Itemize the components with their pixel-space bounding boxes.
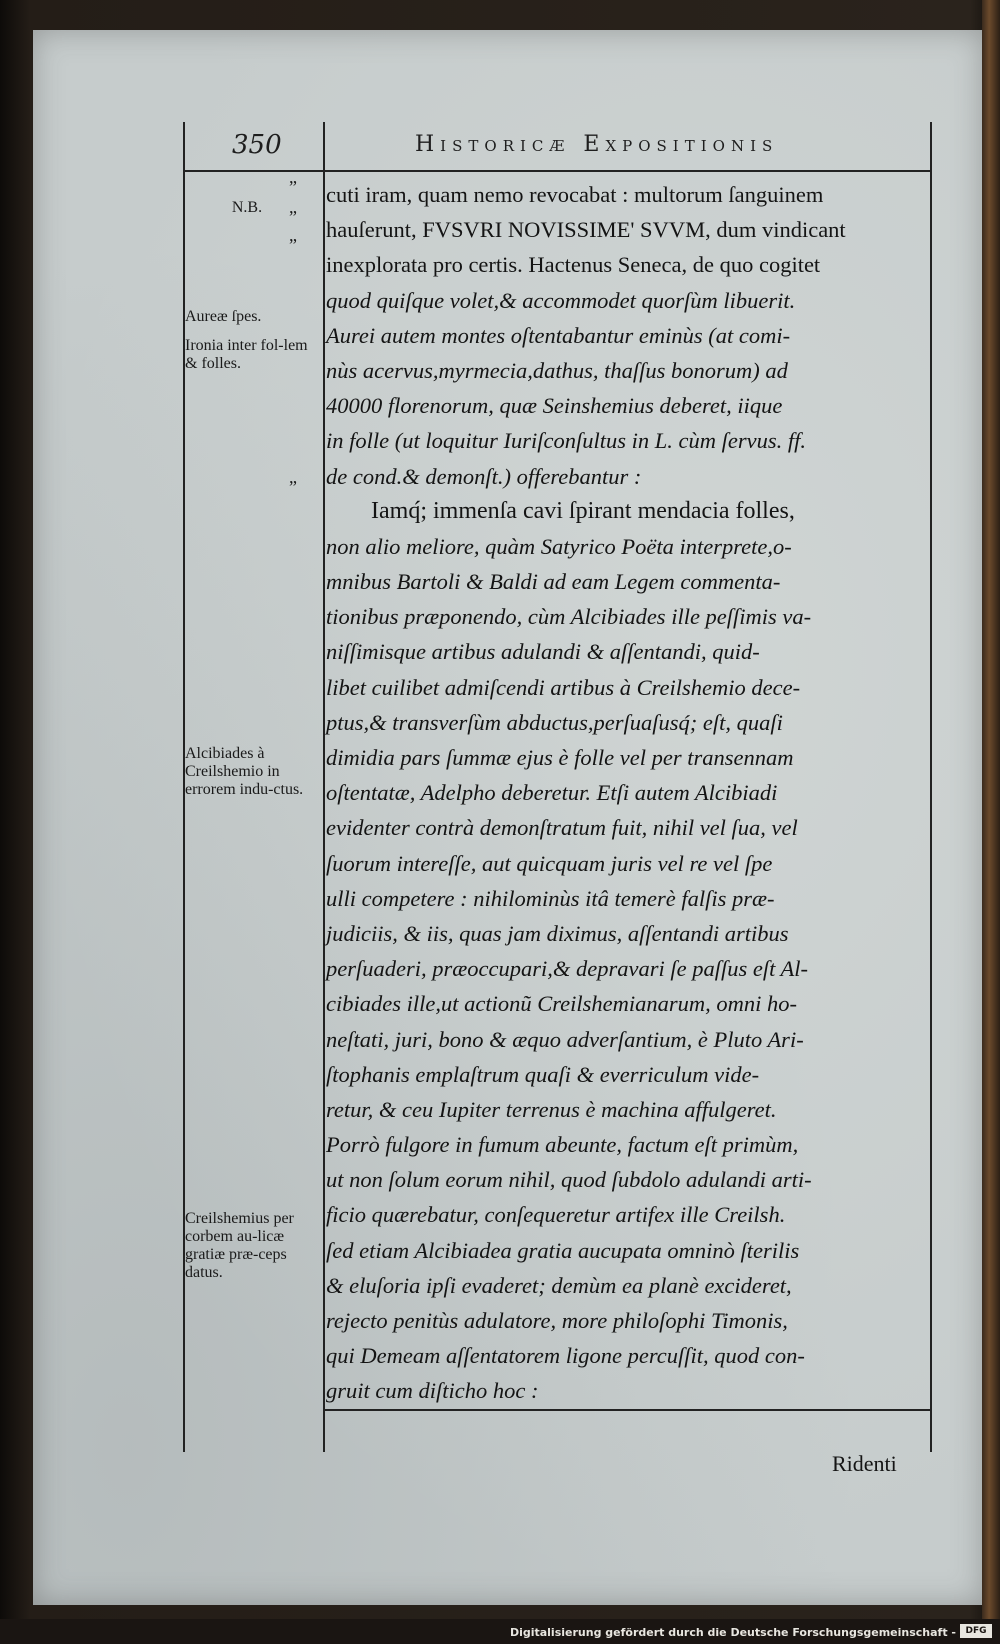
text-line: cuti iram, quam nemo revocabat : multorum ſanguinem: [326, 182, 824, 207]
text-line: Aurei autem montes oſtentabantur eminùs (at comi-: [326, 322, 791, 348]
frame-column-rule: [323, 122, 325, 1452]
catchword: Ridenti: [832, 1451, 897, 1476]
text-line: cibiades ille,ut actionũ Creilshemianarum, omni ho-: [326, 991, 797, 1017]
footer-rule: [323, 1409, 932, 1411]
text-line: oſtentatæ, Adelpho deberetur. Etſi autem Alcibiadi: [326, 780, 778, 806]
text-line: ficio quærebatur, conſequeretur artifex ille Creilsh.: [326, 1202, 786, 1228]
quote-mark: ”: [289, 207, 297, 227]
text-line: rejecto penitùs adulatore, more philoſophi Timonis,: [326, 1308, 788, 1333]
text-line: ut non ſolum eorum nihil, quod ſubdolo adulandi arti-: [326, 1167, 812, 1193]
text-line: non alio meliore, quàm Satyrico Poëta interprete,o-: [326, 533, 792, 559]
funding-notice: Digitalisierung gefördert durch die Deutsche Forschungsgemeinschaft -: [509, 1626, 956, 1639]
margin-note-alcibiades: Alcibiades à Creilshemio in errorem indu-ctus.: [185, 745, 304, 798]
text-line: inexplorata pro certis. Hactenus Seneca, de quo cogitet: [326, 252, 821, 278]
margin-note-aureae: Aureæ ſpes.: [185, 308, 262, 325]
text-line: retur, & ceu Iupiter terrenus è machina affulgeret.: [326, 1096, 777, 1122]
margin-note-ironia: Ironia inter fol-lem & folles.: [185, 337, 308, 372]
text-line: de cond.& demonſt.) offerebantur :: [326, 463, 642, 489]
text-line: mnibus Bartoli & Baldi ad eam Legem commenta-: [326, 569, 781, 595]
frame-right-rule: [930, 122, 932, 1452]
quote-mark: ”: [289, 235, 297, 255]
book-edge: [982, 0, 1000, 1644]
header-rule: [183, 170, 932, 172]
text-line: Porrò fulgore in fumum abeunte, factum eſt primùm,: [326, 1132, 799, 1158]
text-line: gruit cum diſticho hoc :: [326, 1378, 539, 1404]
text-line: hauſerunt, FVSVRI NOVISSIME' SVVM, dum vindicant: [326, 217, 846, 243]
text-line: evidenter contrà demonſtratum fuit, nihil vel ſua, vel: [326, 815, 798, 841]
text-line: ptus,& transverſùm abductus,perſuaſusq́; eſt, quaſi: [326, 709, 783, 735]
text-line: qui Demeam aſſentatorem ligone percuſſit, quod con-: [326, 1343, 805, 1369]
text-line: perſuaderi, præoccupari,& depravari ſe paſſus eſt Al-: [326, 956, 809, 982]
verse-line: Iamq́; immenſa cavi ſpirant mendacia folles,: [371, 497, 795, 524]
text-line: neſtati, juri, bono & æquo adverſantium, è Pluto Ari-: [326, 1026, 804, 1052]
quote-mark: ”: [289, 477, 297, 497]
text-line: ulli competere : nihilominùs itâ temerè falſis præ-: [326, 885, 775, 911]
text-line: 40000 florenorum, quæ Seinshemius deberet, iique: [326, 393, 783, 419]
dfg-logo: DFG: [960, 1624, 992, 1638]
main-text: [326, 177, 926, 1409]
text-line: libet cuilibet admiſcendi artibus à Creilshemio dece-: [326, 674, 801, 700]
text-line: dimidia pars ſummæ ejus è folle vel per transennam: [326, 745, 794, 770]
page-number: 350: [232, 130, 282, 160]
margin-note-nb: N.B.: [231, 199, 263, 216]
text-line: niſſimisque artibus adulandi & aſſentandi, quid-: [326, 639, 760, 665]
text-line: judiciis, & iis, quas jam diximus, aſſentandi artibus: [326, 920, 789, 946]
quote-mark: ”: [289, 177, 297, 197]
text-line: ſed etiam Alcibiadea gratia aucupata omninò ſterilis: [326, 1237, 800, 1263]
text-line: nùs acervus,myrmecia,dathus, thaſſus bonorum) ad: [326, 357, 788, 383]
text-line: ſuorum intereſſe, aut quicquam juris vel re vel ſpe: [326, 850, 773, 876]
text-line: ſtophanis emplaſtrum quaſi & everriculum vide-: [326, 1061, 760, 1087]
text-line: quod quiſque volet,& accommodet quorſùm libuerit.: [326, 287, 796, 313]
running-head: Historicæ Expositionis: [415, 132, 779, 157]
margin-note-creilshemius: Creilshemius per corbem au-licæ gratiæ præ-ceps datus.: [185, 1210, 294, 1281]
text-line: in folle (ut loquitur Iuriſconſultus in L. cùm ſervus. ff.: [326, 428, 806, 454]
text-line: & eluſoria ipſi evaderet; demùm ea planè excideret,: [326, 1272, 792, 1298]
text-line: tionibus præponendo, cùm Alcibiades ille peſſimis va-: [326, 604, 812, 630]
